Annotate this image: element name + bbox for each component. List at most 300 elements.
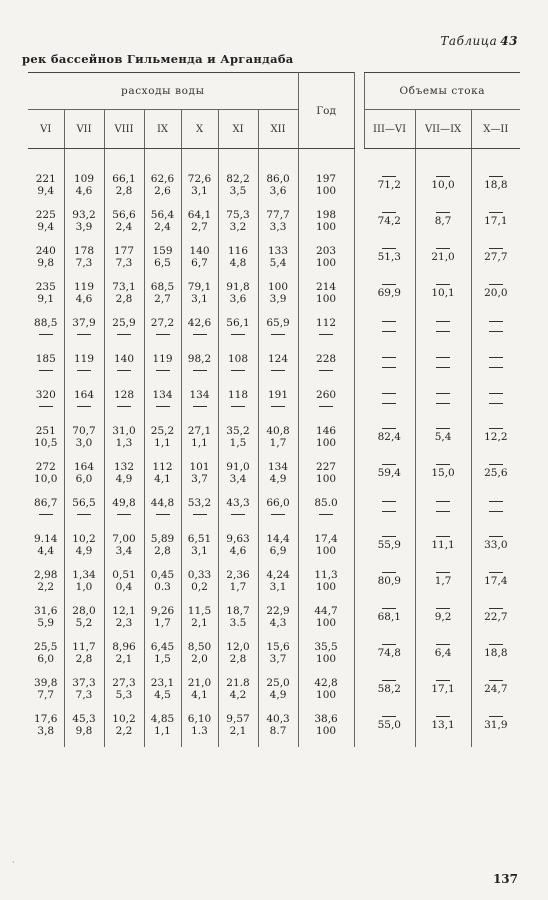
header-gap — [354, 73, 364, 149]
cell-value: 43,3 — [226, 497, 250, 509]
cell-percent: 3.5 — [229, 617, 247, 629]
cell-percent: 3,9 — [269, 293, 287, 305]
volume-cell — [415, 351, 471, 387]
cell-value: 35,2 — [226, 425, 250, 437]
table-cell — [258, 675, 298, 711]
cell-value: 124 — [268, 353, 289, 365]
cell-value: 140 — [189, 245, 210, 257]
volume-cell — [415, 279, 471, 315]
cell-percent: 3,4 — [229, 473, 247, 485]
dash-mark — [436, 321, 450, 322]
cell-percent: 3,6 — [269, 185, 287, 197]
dash-mark — [489, 367, 503, 368]
volume-cell — [364, 243, 415, 279]
cell-value: 178 — [73, 245, 95, 257]
gap-cell — [354, 459, 364, 495]
cell-percent: 2,8 — [115, 185, 133, 197]
table-cell — [104, 603, 144, 639]
dash-mark — [436, 680, 450, 681]
table-cell — [28, 315, 64, 351]
cell-value: 40,3 — [266, 713, 290, 725]
cell-value: 86,0 — [266, 173, 290, 185]
cell-value: 56,6 — [112, 209, 136, 221]
table-cell — [64, 711, 104, 747]
cell-value: 70,7 — [72, 425, 96, 437]
dash-mark — [489, 212, 503, 213]
table-cell — [181, 639, 218, 675]
cell-value: 1,34 — [72, 569, 96, 581]
data-table-wrapper — [28, 72, 520, 747]
cell-percent: 4,6 — [75, 293, 93, 305]
table-cell — [28, 711, 64, 747]
cell-value: 12,1 — [112, 605, 136, 617]
cell-value: 119 — [73, 353, 95, 365]
table-cell — [258, 149, 298, 208]
table-cell — [104, 207, 144, 243]
cell-percent: 3,3 — [269, 221, 287, 233]
table-cell — [64, 423, 104, 459]
table-cell — [28, 149, 64, 208]
table-cell — [218, 243, 258, 279]
dash-mark — [271, 334, 285, 335]
table-cell — [64, 279, 104, 315]
table-cell — [218, 207, 258, 243]
table-cell — [144, 495, 181, 531]
cell-percent: 6,5 — [154, 257, 171, 269]
table-cell — [181, 495, 218, 531]
cell-value: 0,45 — [150, 569, 175, 581]
table-cell — [28, 387, 64, 423]
volume-value: 17,1 — [431, 683, 455, 695]
cell-value: 21.8 — [226, 677, 250, 689]
volume-cell — [364, 459, 415, 495]
dash-mark — [382, 501, 396, 502]
gap-cell — [354, 279, 364, 315]
cell-value: 4,24 — [266, 569, 290, 581]
table-cell — [298, 567, 354, 603]
volume-value: 22,7 — [484, 611, 508, 623]
cell-percent: 7,3 — [115, 257, 133, 269]
volume-value: 71,2 — [377, 179, 401, 191]
dash-mark — [382, 680, 396, 681]
table-cell — [218, 675, 258, 711]
table-cell — [258, 315, 298, 351]
table-cell — [144, 711, 181, 747]
volume-value: 5,4 — [434, 431, 452, 443]
cell-value: 15,6 — [266, 641, 290, 653]
cell-value: 133 — [268, 245, 289, 257]
volume-value: 82,4 — [377, 431, 401, 443]
volume-value: 10,0 — [431, 179, 455, 191]
cell-value: 25,2 — [150, 425, 175, 437]
table-cell — [28, 207, 64, 243]
dash-mark — [436, 716, 450, 717]
month-header: X — [181, 110, 218, 149]
volume-cell — [471, 243, 520, 279]
dash-mark — [39, 334, 53, 335]
table-cell — [28, 243, 64, 279]
table-label — [440, 34, 518, 48]
cell-percent: 1,5 — [154, 653, 171, 665]
dash-mark — [436, 403, 450, 404]
cell-percent: 4,1 — [191, 689, 208, 701]
dash-mark — [382, 644, 396, 645]
cell-value: 6,51 — [187, 533, 212, 545]
table-cell — [258, 639, 298, 675]
table-cell — [298, 279, 354, 315]
cell-value: 31,6 — [34, 605, 58, 617]
cell-value: 79,1 — [187, 281, 212, 293]
cell-percent: 2,7 — [191, 221, 208, 233]
dash-mark — [156, 370, 170, 371]
cell-value: 164 — [73, 389, 95, 401]
dash-mark — [156, 514, 170, 515]
cell-value: 227 — [316, 461, 337, 473]
volume-cell — [471, 423, 520, 459]
dash-mark — [489, 176, 503, 177]
cell-value: 85.0 — [314, 497, 338, 509]
cell-value: 12,0 — [226, 641, 250, 653]
table-cell — [181, 567, 218, 603]
cell-value: 53,2 — [187, 497, 212, 509]
cell-percent: 2,4 — [115, 221, 133, 233]
cell-value: 140 — [113, 353, 135, 365]
cell-value: 132 — [113, 461, 135, 473]
table-cell — [258, 567, 298, 603]
dash-mark — [436, 248, 450, 249]
volume-cell — [471, 315, 520, 351]
table-cell — [181, 279, 218, 315]
table-cell — [258, 423, 298, 459]
table-cell — [181, 351, 218, 387]
table-cell — [64, 207, 104, 243]
volume-value: 80,9 — [377, 575, 401, 587]
cell-value: 21,0 — [187, 677, 212, 689]
gap-cell — [354, 603, 364, 639]
cell-percent: 8.7 — [269, 725, 287, 737]
cell-value: 119 — [73, 281, 95, 293]
volume-value: 24,7 — [484, 683, 508, 695]
cell-value: 6,45 — [150, 641, 175, 653]
table-cell — [144, 567, 181, 603]
dash-mark — [77, 406, 91, 407]
table-cell — [298, 207, 354, 243]
cell-percent: 4,2 — [229, 689, 247, 701]
dash-mark — [39, 370, 53, 371]
table-cell — [28, 351, 64, 387]
cell-percent: 2,3 — [115, 617, 133, 629]
cell-percent: 5,9 — [37, 617, 55, 629]
cell-value: 9,26 — [150, 605, 175, 617]
cell-percent: 2,8 — [154, 545, 171, 557]
table-cell — [218, 423, 258, 459]
cell-value: 112 — [316, 317, 337, 329]
volume-value: 20,0 — [484, 287, 508, 299]
table-cell — [298, 315, 354, 351]
cell-value: 112 — [152, 461, 173, 473]
volume-cell — [415, 243, 471, 279]
cell-value: 66,1 — [112, 173, 136, 185]
cell-value: 82,2 — [226, 173, 250, 185]
volume-cell — [471, 603, 520, 639]
cell-value: 11,5 — [187, 605, 212, 617]
dash-mark — [231, 370, 245, 371]
cell-percent: 1,0 — [75, 581, 93, 593]
volume-value: 33,0 — [484, 539, 508, 551]
table-cell — [144, 603, 181, 639]
cell-value: 4,85 — [150, 713, 175, 725]
volume-value: 74,2 — [377, 215, 401, 227]
table-cell — [218, 603, 258, 639]
dash-mark — [319, 370, 333, 371]
table-cell — [104, 351, 144, 387]
cell-value: 93,2 — [72, 209, 96, 221]
cell-value: 5,89 — [150, 533, 175, 545]
table-cell — [298, 675, 354, 711]
table-cell — [104, 495, 144, 531]
dash-mark — [436, 572, 450, 573]
dash-mark — [436, 212, 450, 213]
volume-cell — [471, 711, 520, 747]
cell-value: 38,6 — [314, 713, 338, 725]
gap-cell — [354, 675, 364, 711]
cell-value: 10,2 — [72, 533, 96, 545]
cell-value: 77,7 — [266, 209, 290, 221]
cell-value: 203 — [316, 245, 337, 257]
dash-mark — [382, 428, 396, 429]
cell-value: 128 — [113, 389, 135, 401]
table-cell — [258, 459, 298, 495]
dash-mark — [489, 248, 503, 249]
cell-value: 42,6 — [187, 317, 212, 329]
dash-mark — [193, 334, 207, 335]
volume-value: 25,6 — [484, 467, 508, 479]
cell-percent: 9,4 — [37, 185, 55, 197]
table-number: 43 — [500, 34, 518, 48]
table-row — [28, 531, 520, 567]
cell-value: 221 — [35, 173, 56, 185]
dash-mark — [436, 428, 450, 429]
dash-mark — [382, 403, 396, 404]
dash-mark — [489, 501, 503, 502]
table-cell — [298, 351, 354, 387]
table-cell — [28, 675, 64, 711]
table-cell — [298, 387, 354, 423]
gap-cell — [354, 567, 364, 603]
cell-percent: 100 — [316, 437, 337, 449]
cell-value: 214 — [316, 281, 337, 293]
cell-value: 320 — [35, 389, 56, 401]
volume-value: 1,7 — [434, 575, 452, 587]
table-cell — [104, 567, 144, 603]
volume-cell — [364, 351, 415, 387]
cell-percent: 6,0 — [75, 473, 93, 485]
dash-mark — [382, 464, 396, 465]
volume-cell — [364, 149, 415, 208]
cell-percent: 3,0 — [75, 437, 93, 449]
table-cell — [181, 675, 218, 711]
dash-mark — [117, 406, 131, 407]
table-row — [28, 423, 520, 459]
cell-value: 35,5 — [314, 641, 338, 653]
cell-percent: 1,7 — [269, 437, 287, 449]
table-cell — [298, 531, 354, 567]
cell-percent: 100 — [316, 293, 337, 305]
cell-value: 0,33 — [187, 569, 212, 581]
volume-value: 55,0 — [377, 719, 401, 731]
month-header: XII — [258, 110, 298, 149]
dash-mark — [436, 331, 450, 332]
volume-cell — [364, 531, 415, 567]
volume-value: 6,4 — [434, 647, 452, 659]
volume-cell — [471, 459, 520, 495]
table-cell — [28, 603, 64, 639]
table-cell — [181, 207, 218, 243]
table-row — [28, 387, 520, 423]
cell-value: 185 — [35, 353, 56, 365]
cell-value: 164 — [73, 461, 95, 473]
dash-mark — [436, 608, 450, 609]
dash-mark — [193, 370, 207, 371]
table-row — [28, 639, 520, 675]
volume-value: 11,1 — [431, 539, 455, 551]
table-cell — [258, 351, 298, 387]
margin-mark: · — [12, 858, 15, 867]
cell-value: 6,10 — [187, 713, 212, 725]
table-cell — [28, 495, 64, 531]
cell-value: 62,6 — [150, 173, 175, 185]
volume-cell — [471, 675, 520, 711]
table-row — [28, 675, 520, 711]
cell-value: 17,4 — [314, 533, 338, 545]
table-cell — [64, 149, 104, 208]
table-cell — [28, 279, 64, 315]
dash-mark — [271, 406, 285, 407]
volume-cell — [364, 567, 415, 603]
volume-value: 58,2 — [377, 683, 401, 695]
cell-percent: 9,8 — [75, 725, 93, 737]
dash-mark — [489, 321, 503, 322]
cell-percent: 100 — [316, 545, 337, 557]
month-header: XI — [218, 110, 258, 149]
cell-percent: 100 — [316, 689, 337, 701]
cell-value: 2,36 — [226, 569, 250, 581]
table-cell — [258, 495, 298, 531]
table-cell — [144, 459, 181, 495]
dash-mark — [489, 572, 503, 573]
volume-value: 9,2 — [434, 611, 452, 623]
cell-percent: 7,7 — [37, 689, 55, 701]
cell-percent: 3,1 — [191, 293, 208, 305]
cell-percent: 2,1 — [229, 725, 247, 737]
cell-value: 0,51 — [112, 569, 136, 581]
volume-cell — [364, 675, 415, 711]
cell-value: 11,7 — [72, 641, 96, 653]
cell-value: 56,4 — [150, 209, 175, 221]
volume-cell — [415, 387, 471, 423]
cell-value: 91,8 — [226, 281, 250, 293]
table-cell — [64, 243, 104, 279]
cell-percent: 4,5 — [154, 689, 171, 701]
dash-mark — [382, 331, 396, 332]
dash-mark — [382, 248, 396, 249]
volume-cell — [364, 315, 415, 351]
cell-percent: 7,3 — [75, 257, 93, 269]
table-cell — [258, 243, 298, 279]
table-cell — [258, 531, 298, 567]
cell-value: 88,5 — [34, 317, 58, 329]
gap-cell — [354, 531, 364, 567]
dash-mark — [489, 428, 503, 429]
dash-mark — [489, 680, 503, 681]
volume-cell — [471, 495, 520, 531]
table-cell — [144, 243, 181, 279]
table-cell — [144, 149, 181, 208]
volume-cell — [364, 279, 415, 315]
table-cell — [298, 243, 354, 279]
cell-value: 37,9 — [72, 317, 96, 329]
cell-percent: 2,6 — [154, 185, 171, 197]
cell-value: 8,96 — [112, 641, 136, 653]
table-cell — [104, 459, 144, 495]
table-cell — [298, 603, 354, 639]
cell-percent: 3,1 — [191, 545, 208, 557]
cell-percent: 100 — [316, 257, 337, 269]
table-cell — [64, 531, 104, 567]
volume-value: 18,8 — [484, 647, 508, 659]
cell-value: 39,8 — [34, 677, 58, 689]
table-cell — [104, 531, 144, 567]
cell-value: 44,7 — [314, 605, 338, 617]
month-header: VIII — [104, 110, 144, 149]
flow-group-header: расходы воды — [28, 73, 298, 110]
table-cell — [218, 639, 258, 675]
cell-percent: 2,7 — [154, 293, 171, 305]
cell-value: 45,3 — [72, 713, 96, 725]
gap-cell — [354, 423, 364, 459]
cell-value: 225 — [35, 209, 56, 221]
cell-percent: 100 — [316, 617, 337, 629]
table-cell — [181, 423, 218, 459]
cell-value: 9,57 — [226, 713, 250, 725]
cell-value: 10,2 — [112, 713, 136, 725]
cell-value: 240 — [35, 245, 56, 257]
volume-value: 10,1 — [431, 287, 455, 299]
cell-percent: 3,4 — [115, 545, 133, 557]
dash-mark — [436, 393, 450, 394]
cell-value: 91,0 — [226, 461, 250, 473]
table-cell — [258, 387, 298, 423]
table-cell — [28, 423, 64, 459]
cell-percent: 0.3 — [154, 581, 171, 593]
cell-percent: 4,1 — [154, 473, 171, 485]
table-cell — [144, 387, 181, 423]
cell-percent: 100 — [316, 653, 337, 665]
dash-mark — [489, 464, 503, 465]
volume-value: 12,2 — [484, 431, 508, 443]
cell-value: 191 — [268, 389, 289, 401]
table-row — [28, 711, 520, 747]
table-cell — [218, 531, 258, 567]
cell-value: 116 — [227, 245, 249, 257]
table-row — [28, 351, 520, 387]
cell-value: 86,7 — [34, 497, 58, 509]
cell-value: 25,5 — [34, 641, 58, 653]
dash-mark — [489, 357, 503, 358]
dash-mark — [489, 403, 503, 404]
cell-percent: 1,7 — [154, 617, 171, 629]
table-cell — [258, 711, 298, 747]
